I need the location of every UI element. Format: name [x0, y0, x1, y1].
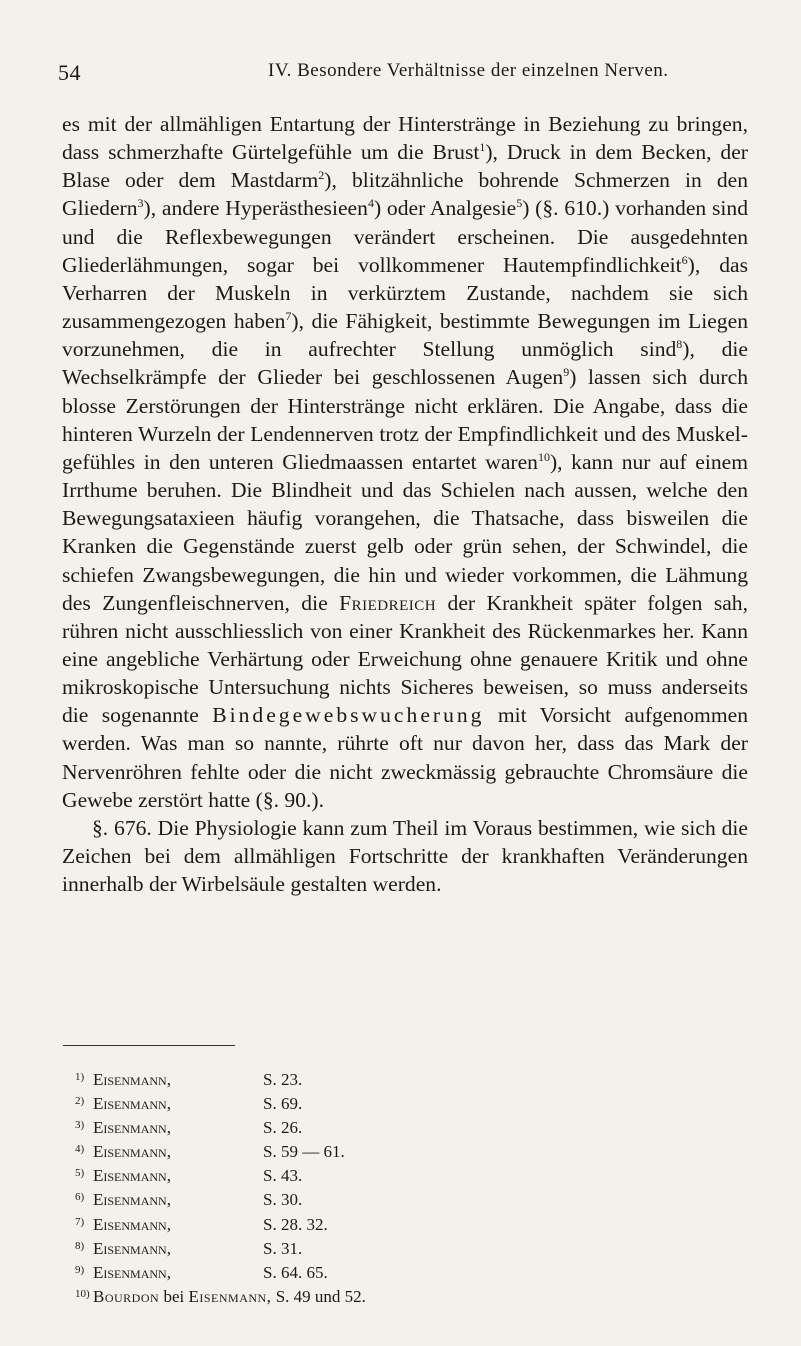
footnote: 7) Eisenmann, S. 28. 32. [75, 1214, 328, 1234]
footnote-ref-3: 3 [137, 196, 144, 211]
footnote: 4) Eisenmann, S. 59 — 61. [75, 1142, 345, 1162]
author-name: Friedreich [339, 590, 437, 615]
footnote: 3) Eisenmann, S. 26. [75, 1118, 303, 1138]
footnote: 6) Eisenmann, S. 30. [75, 1190, 303, 1210]
footnote: 1) Eisenmann, S. 23. [75, 1070, 303, 1089]
running-title: IV. Besondere Verhältnisse der einzelnen Nerven. [268, 60, 669, 81]
paragraph-2: §. 676. Die Physiologie kann zum Theil im Voraus bestimmen, wie sich die Zeichen bei dem allmähligen Fortschritte der krankhaften Veränderungen innerhalb der Wirbelsäule gestalten werden. [62, 815, 748, 897]
footnote: 5) Eisenmann, S. 43. [75, 1166, 303, 1186]
footnote-ref-4: 4 [367, 196, 374, 211]
spaced-term: Bindegewebswucherung [212, 703, 485, 728]
footnote-divider [63, 1045, 235, 1046]
footnote-ref-8: 8 [676, 337, 683, 352]
footnote-ref-9: 9 [563, 365, 570, 380]
footnote-ref-7: 7 [285, 309, 292, 324]
footnote-ref-5: 5 [516, 196, 523, 211]
footnote: 8) Eisenmann, S. 31. [75, 1238, 303, 1258]
paragraph-1: es mit der allmähligen Entartung der Hinterstränge in Beziehung zu bringen, dass schmerzhafte Gürtelgefühle um die Brust$^1$), Druck in dem Becken, der Blase oder dem Mastdarm$^2$), blitzähnliche bohrende Schmerzen in den Gliedern$^3$), andere Hyperästhesieen$^4$) oder Analgesie$^5$) (§. 610.) vorhanden sind und die Reflexbewegungen verändert erscheinen. Die ausgedehnten Gliederlähmungen, sogar bei vollkommener Hautempfindlichkeit$^6$), das Verharren der Muskeln in verkürztem Zustande, nachdem sie sich zusammengezogen haben$^7$), die Fähigkeit, bestimmte Bewegungen im Liegen vorzunehmen, die in aufrechter Stellung unmöglich sind$^8$), die Wechselkrämpfe der Glieder bei geschlossenen Augen$^9$) lassen sich durch blosse Zerstörungen der Hinterstränge nicht erklären. Die Angabe, dass die hinteren Wurzeln der Lendennerven trotz der Empfindlichkeit und des Muskelgefühles in den unteren Gliedmaassen entartet waren$^{10}$), kann nur auf einem Irrthume beruhen. Die Blindheit und das Schielen nach aussen, welche den Bewegungsataxieen häufig vorangehen, die Thatsache, dass bisweilen die Kranken die Gegenstände zuerst gelb oder grün sehen, der Schwindel, die schiefen Zwangsbewegungen, die hin und wieder vorkommen, die Lähmung des Zungenfleischnerven, die Friedreich der Krankheit später folgen sah, rühren nicht ausschliesslich von einer Krankheit des Rückenmarkes her. Kann eine angebliche Verhärtung oder Erweichung ohne genauere Kritik und ohne mikroskopische Untersuchung nichts Sicheres beweisen, so muss anderseits die sogenannte Bindegewebswucherung mit Vorsicht aufgenommen werden. Was man so nannte, rührte oft nur davon her, dass das Mark der Nervenröhren fehlte oder die nicht zweckmässig gebrauchte Chromsäure die Gewebe zerstört hatte (§. 90.). [62, 112, 749, 812]
footnote: 9) Eisenmann, S. 64. 65. [75, 1262, 328, 1282]
footnote-ref-1: 1 [479, 140, 486, 155]
footnote: 2) Eisenmann, S. 69. [75, 1094, 303, 1114]
footnote-ref-10: 10 [537, 449, 550, 464]
footnote-ref-6: 6 [681, 252, 688, 267]
footnote-ref-2: 2 [318, 168, 325, 183]
page-number: 54 [58, 60, 81, 85]
footnotes [75, 1068, 695, 1309]
main-text [62, 110, 748, 898]
footnote: 10) Bourdon bei Eisenmann, S. 49 und 52. [75, 1286, 366, 1306]
